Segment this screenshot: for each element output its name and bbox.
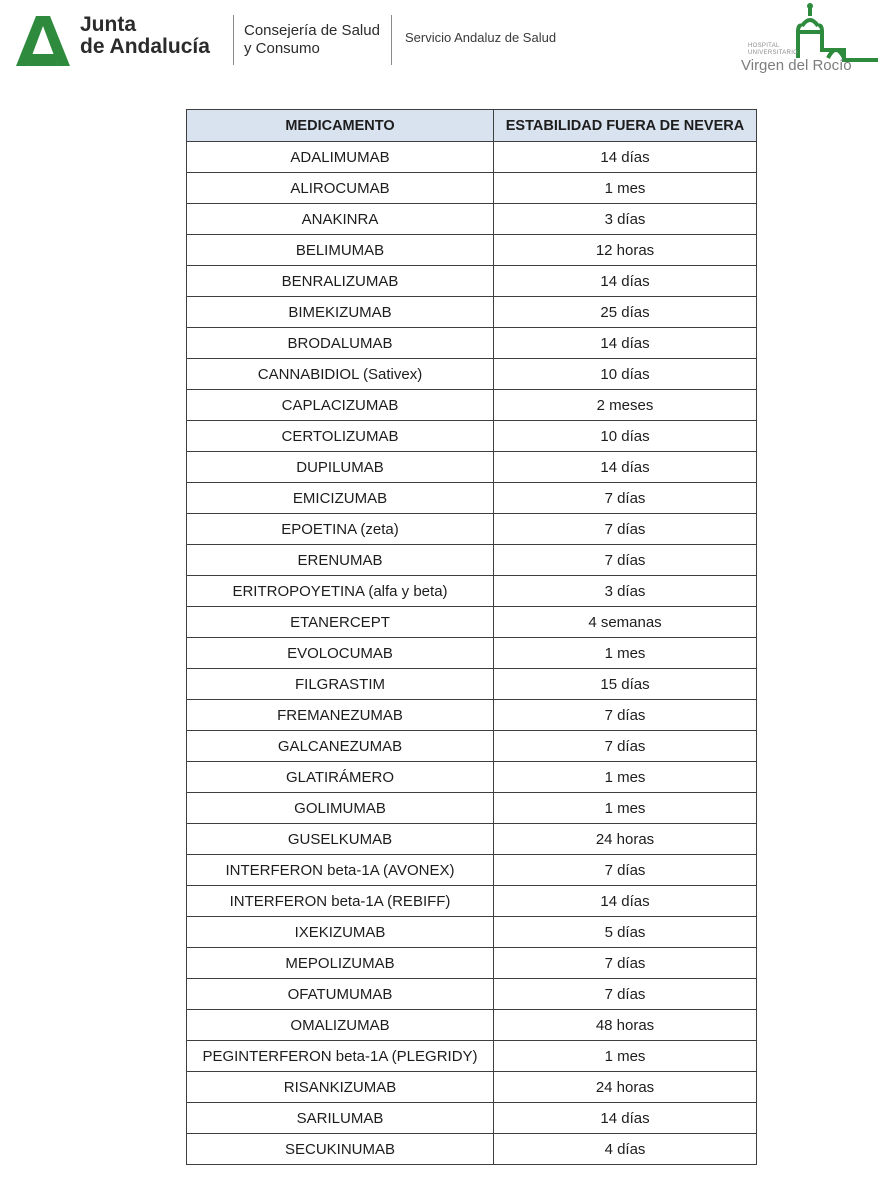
- estabilidad-cell: 1 mes: [494, 1041, 757, 1072]
- table-row: [187, 948, 757, 979]
- medicamento-cell: ADALIMUMAB: [187, 142, 494, 173]
- medicamento-cell: INTERFERON beta-1A (AVONEX): [187, 855, 494, 886]
- table-row: [187, 669, 757, 700]
- page-header: [0, 0, 896, 90]
- medicamento-cell: OFATUMUMAB: [187, 979, 494, 1010]
- table-row: [187, 886, 757, 917]
- medicamento-cell: BRODALUMAB: [187, 328, 494, 359]
- table-header-row: [187, 110, 757, 142]
- table-row: [187, 483, 757, 514]
- medicamento-cell: GUSELKUMAB: [187, 824, 494, 855]
- medicamento-cell: EVOLOCUMAB: [187, 638, 494, 669]
- medicamento-cell: FREMANEZUMAB: [187, 700, 494, 731]
- table-row: [187, 173, 757, 204]
- estabilidad-cell: 4 semanas: [494, 607, 757, 638]
- table-row: [187, 1010, 757, 1041]
- estabilidad-cell: 24 horas: [494, 1072, 757, 1103]
- estabilidad-cell: 7 días: [494, 948, 757, 979]
- estabilidad-cell: 7 días: [494, 514, 757, 545]
- medicamento-cell: BIMEKIZUMAB: [187, 297, 494, 328]
- table-row: [187, 545, 757, 576]
- table-row: [187, 1072, 757, 1103]
- estabilidad-cell: 3 días: [494, 204, 757, 235]
- medicamento-cell: GALCANEZUMAB: [187, 731, 494, 762]
- medicamento-cell: PEGINTERFERON beta-1A (PLEGRIDY): [187, 1041, 494, 1072]
- table-row: [187, 1134, 757, 1165]
- estabilidad-cell: 7 días: [494, 545, 757, 576]
- hospital-line1: HOSPITAL: [748, 43, 780, 49]
- medicamento-cell: ETANERCEPT: [187, 607, 494, 638]
- estabilidad-cell: 7 días: [494, 700, 757, 731]
- table-row: [187, 235, 757, 266]
- medicamento-cell: MEPOLIZUMAB: [187, 948, 494, 979]
- medicamento-cell: ANAKINRA: [187, 204, 494, 235]
- table-row: [187, 204, 757, 235]
- consejeria-label: [244, 22, 380, 58]
- consejeria-line2: y Consumo: [244, 40, 320, 57]
- medicamento-cell: ERITROPOYETINA (alfa y beta): [187, 576, 494, 607]
- junta-andalucia-wordmark: [80, 14, 210, 58]
- estabilidad-cell: 14 días: [494, 328, 757, 359]
- medicamento-cell: SARILUMAB: [187, 1103, 494, 1134]
- medicamento-cell: EMICIZUMAB: [187, 483, 494, 514]
- table-row: [187, 1041, 757, 1072]
- table-row: [187, 979, 757, 1010]
- estabilidad-cell: 10 días: [494, 359, 757, 390]
- consejeria-line1: Consejería de Salud: [244, 22, 380, 39]
- medicamento-cell: FILGRASTIM: [187, 669, 494, 700]
- medicamento-cell: BELIMUMAB: [187, 235, 494, 266]
- medicamento-cell: INTERFERON beta-1A (REBIFF): [187, 886, 494, 917]
- table-row: [187, 421, 757, 452]
- header-estabilidad: ESTABILIDAD FUERA DE NEVERA: [494, 110, 757, 142]
- estabilidad-cell: 7 días: [494, 731, 757, 762]
- medication-stability-table: [186, 109, 757, 1165]
- estabilidad-cell: 2 meses: [494, 390, 757, 421]
- table-row: [187, 514, 757, 545]
- table-row: [187, 855, 757, 886]
- hospital-name: Virgen del Rocío: [741, 57, 852, 74]
- medicamento-cell: ERENUMAB: [187, 545, 494, 576]
- estabilidad-cell: 25 días: [494, 297, 757, 328]
- estabilidad-cell: 14 días: [494, 142, 757, 173]
- estabilidad-cell: 14 días: [494, 266, 757, 297]
- medicamento-cell: CERTOLIZUMAB: [187, 421, 494, 452]
- table-row: [187, 1103, 757, 1134]
- medicamento-cell: GOLIMUMAB: [187, 793, 494, 824]
- table-row: [187, 917, 757, 948]
- table-row: [187, 824, 757, 855]
- estabilidad-cell: 14 días: [494, 886, 757, 917]
- medicamento-cell: OMALIZUMAB: [187, 1010, 494, 1041]
- estabilidad-cell: 1 mes: [494, 793, 757, 824]
- table-row: [187, 576, 757, 607]
- medicamento-cell: GLATIRÁMERO: [187, 762, 494, 793]
- table-row: [187, 731, 757, 762]
- estabilidad-cell: 24 horas: [494, 824, 757, 855]
- table-row: [187, 266, 757, 297]
- estabilidad-cell: 14 días: [494, 452, 757, 483]
- table-row: [187, 359, 757, 390]
- estabilidad-cell: 1 mes: [494, 638, 757, 669]
- table-row: [187, 297, 757, 328]
- junta-line1: Junta: [80, 13, 137, 36]
- estabilidad-cell: 48 horas: [494, 1010, 757, 1041]
- estabilidad-cell: 14 días: [494, 1103, 757, 1134]
- estabilidad-cell: 1 mes: [494, 762, 757, 793]
- table-row: [187, 762, 757, 793]
- table-row: [187, 328, 757, 359]
- estabilidad-cell: 5 días: [494, 917, 757, 948]
- medicamento-cell: RISANKIZUMAB: [187, 1072, 494, 1103]
- table-row: [187, 452, 757, 483]
- hospital-small-label: [748, 43, 798, 57]
- estabilidad-cell: 15 días: [494, 669, 757, 700]
- estabilidad-cell: 7 días: [494, 979, 757, 1010]
- table-row: [187, 607, 757, 638]
- junta-andalucia-logo-icon: [14, 14, 72, 68]
- medicamento-cell: CAPLACIZUMAB: [187, 390, 494, 421]
- estabilidad-cell: 7 días: [494, 483, 757, 514]
- medicamento-cell: DUPILUMAB: [187, 452, 494, 483]
- estabilidad-cell: 10 días: [494, 421, 757, 452]
- estabilidad-cell: 1 mes: [494, 173, 757, 204]
- hospital-line2: UNIVERSITARIO: [748, 50, 799, 56]
- estabilidad-cell: 3 días: [494, 576, 757, 607]
- medicamento-cell: BENRALIZUMAB: [187, 266, 494, 297]
- medicamento-cell: CANNABIDIOL (Sativex): [187, 359, 494, 390]
- estabilidad-cell: 4 días: [494, 1134, 757, 1165]
- header-divider: [233, 15, 234, 65]
- header-divider: [391, 15, 392, 65]
- header-medicamento: MEDICAMENTO: [187, 110, 494, 142]
- table-row: [187, 638, 757, 669]
- table-row: [187, 793, 757, 824]
- table-row: [187, 142, 757, 173]
- estabilidad-cell: 12 horas: [494, 235, 757, 266]
- junta-line2: de Andalucía: [80, 35, 210, 58]
- table-row: [187, 390, 757, 421]
- medicamento-cell: SECUKINUMAB: [187, 1134, 494, 1165]
- medicamento-cell: EPOETINA (zeta): [187, 514, 494, 545]
- medicamento-cell: IXEKIZUMAB: [187, 917, 494, 948]
- table-row: [187, 700, 757, 731]
- servicio-andaluz-label: Servicio Andaluz de Salud: [405, 30, 557, 45]
- estabilidad-cell: 7 días: [494, 855, 757, 886]
- medicamento-cell: ALIROCUMAB: [187, 173, 494, 204]
